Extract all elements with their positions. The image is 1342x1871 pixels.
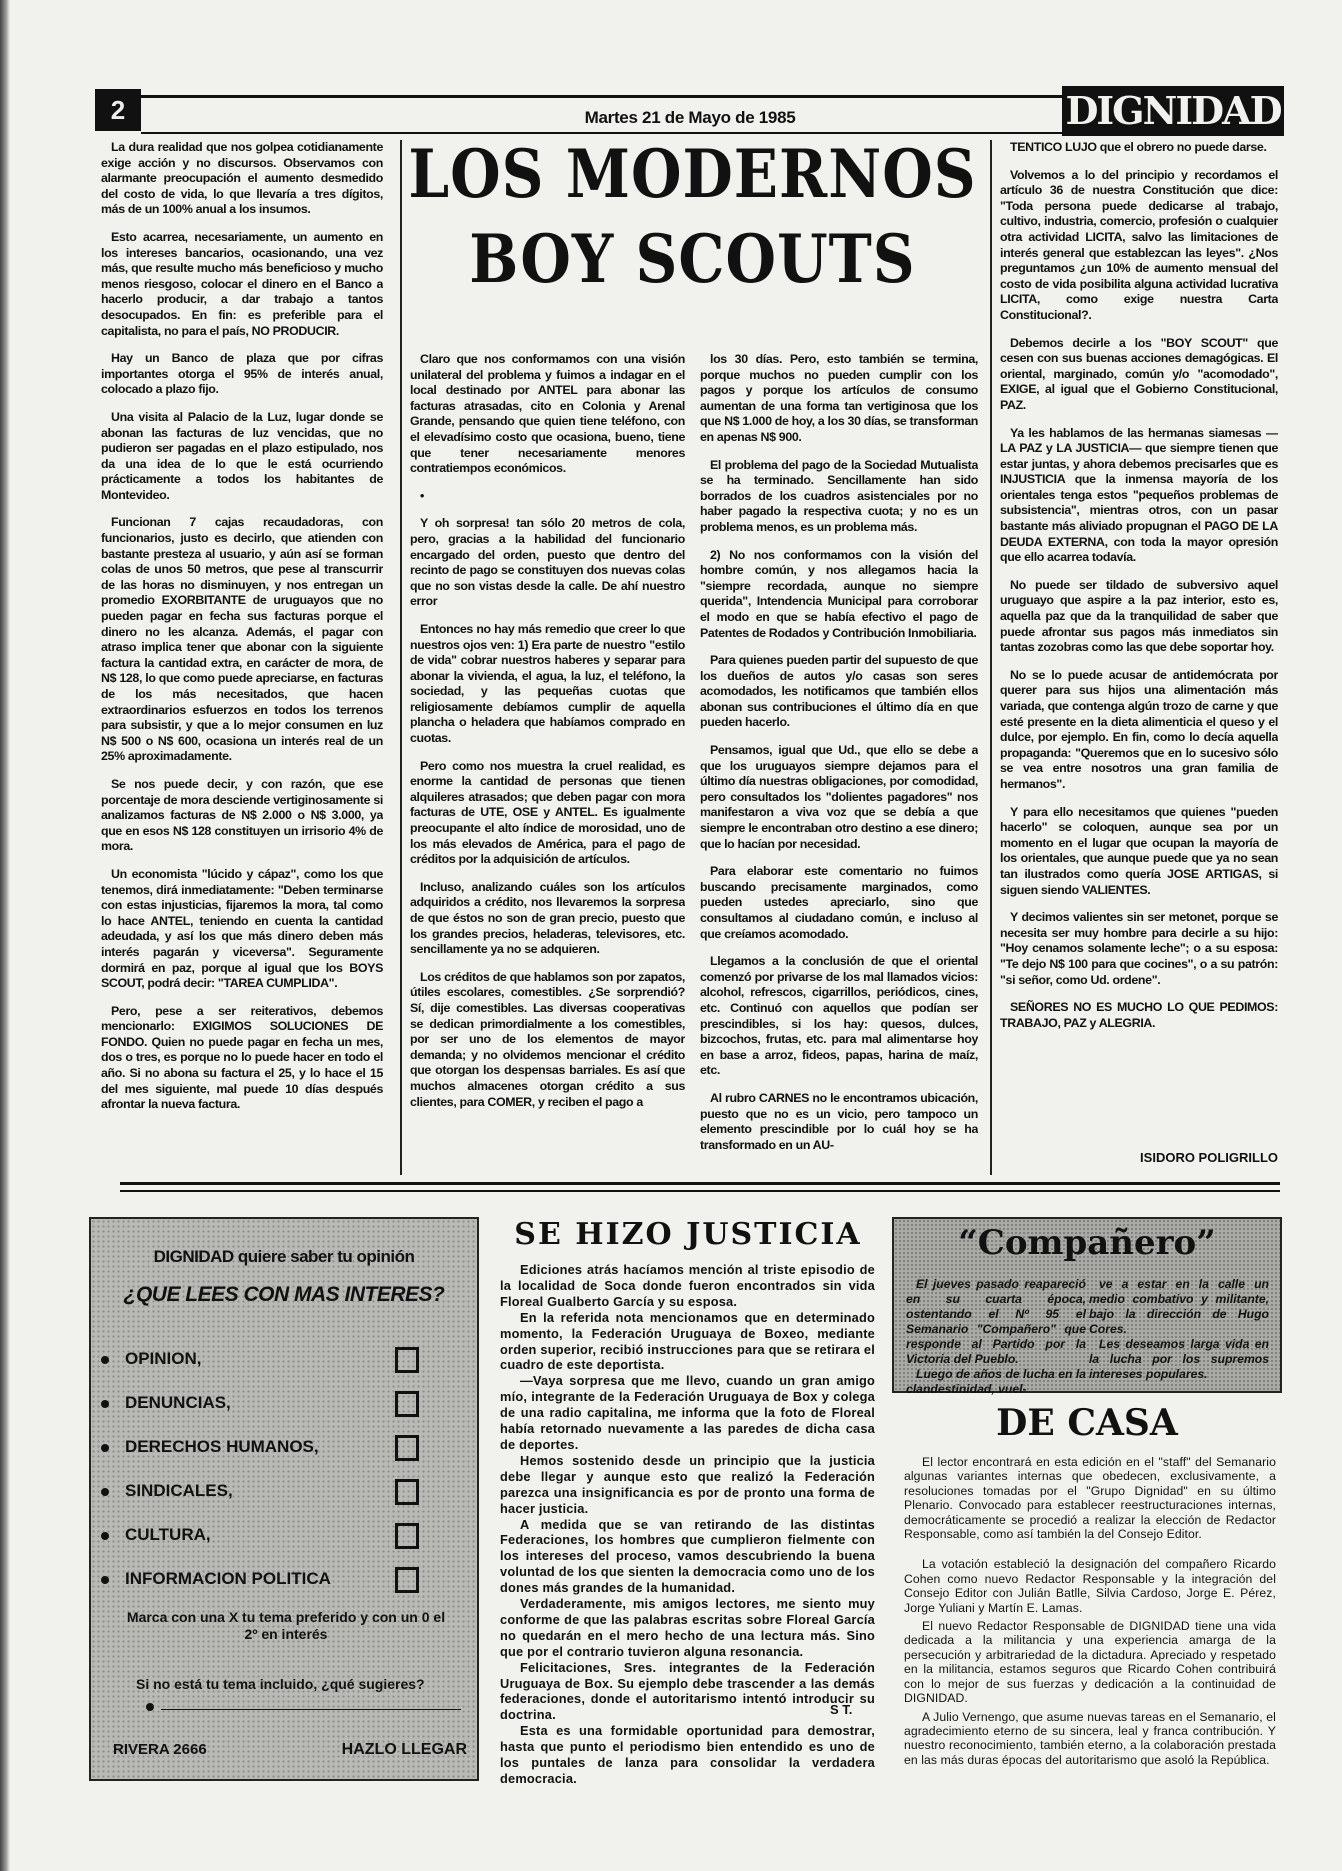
page-number: 2 — [95, 89, 141, 131]
paragraph: A Julio Vernengo, que asume nuevas tareas en el Semanario, el agradecimiento eterno de su sincera, leal y franca contribución. Y nuestro reconocimiento, también eterno, a la colaboración prestada en las más duras épocas del autoritarismo que asoló la República. — [904, 1709, 1276, 1767]
paragraph: Verdaderamente, mis amigos lectores, me siento muy conforme de que las palabras escritas sobre Floreal García no quedarán en el mero hecho de una lectura más. Sino que por el contrario tuvieron alguna resonancia. — [500, 1596, 875, 1659]
survey-option — [101, 1479, 451, 1509]
issue-date: Martes 21 de Mayo de 1985 — [584, 108, 796, 127]
de-casa-article — [904, 1455, 1276, 1771]
survey-checkbox[interactable] — [395, 1347, 419, 1373]
headline-line-1: LOS MODERNOS — [408, 134, 977, 214]
paragraph: Claro que nos conformamos con una visión unilateral del problema y fuimos a indagar en el local destinado por ANTEL para abonar las facturas atrasadas, cito en Colonia y Arenal Grande, pensando que quien tiene teléfono, con el elevadísimo costo que ocasiona, bueno, tiene que tener necesariamente menores contratiempos económicos. — [410, 352, 685, 476]
paragraph: El nuevo Redactor Responsable de DIGNIDAD tiene una vida dedicada a la militancia y una experiencia amarga de la persecución y arbitrariedad de la dictadura. Apreciado y respetado en la militancia, estamos seguros que Ricardo Cohen contribuirá con lo mejor de sus fuerzas y dedicación a la continuidad de DIGNIDAD. — [904, 1619, 1276, 1706]
paragraph: El jueves pasado reapareció en su cuarta época, ostentando el Nº 95 el Semanario "Compañero" que responde al Partido por la Victoria del Pueblo. — [906, 1277, 1086, 1366]
paragraph: Y oh sorpresa! tan sólo 20 metros de cola, pero, gracias a la habilidad del funcionario encargado del orden, puesto que dentro del recinto de pago se constituyen dos nuevas colas que no son vistas desde la calle. De ahí nuestro error — [410, 516, 685, 609]
bullet-icon — [101, 1400, 109, 1408]
paragraph: En la referida nota mencionamos que en determinado momento, la Federación Uruguaya de Boxeo, mediante orden superior, recibió instrucciones para que se retirara el cuadro de este deportista. — [500, 1309, 875, 1373]
survey-checkbox[interactable] — [395, 1523, 419, 1549]
survey-option-label: DERECHOS HUMANOS, — [125, 1437, 319, 1456]
article-column-1 — [101, 140, 383, 1180]
paragraph: La votación estableció la designación del compañero Ricardo Cohen como nuevo Redactor Responsable y la integración del Consejo Editor con Julián Batlle, Silvia Cardoso, Jorge E. Pérez, Jorge Yuliani y Martín E. Lamas. — [904, 1557, 1276, 1615]
de-casa-title: DE CASA — [996, 1402, 1178, 1444]
survey-instructions: Marca con una X tu tema preferido y con un 0 el 2º en interés — [126, 1609, 446, 1642]
survey-option-label: OPINION, — [125, 1349, 202, 1368]
companero-title: “Compañero” — [958, 1223, 1216, 1263]
survey-option — [101, 1391, 451, 1421]
survey-option-label: INFORMACION POLITICA — [125, 1569, 331, 1588]
author-signature: ISIDORO POLIGRILLO — [1140, 1150, 1278, 1165]
survey-checkbox[interactable] — [395, 1435, 419, 1461]
survey-option-label: SINDICALES, — [125, 1481, 233, 1500]
survey-checkbox[interactable] — [395, 1391, 419, 1417]
column-rule — [990, 140, 992, 1175]
justicia-article — [500, 1262, 875, 1787]
article-column-2 — [410, 352, 685, 1182]
article-column-3 — [700, 352, 978, 1182]
paragraph: Funcionan 7 cajas recaudadoras, con funcionarios, justo es decirlo, que atienden con bastante presteza al usuario, y aún así se forman colas de unos 50 metros, que pese al transcurrir de las horas no disminuyen, y nos entregan un promedio EXORBITANTE de uruguayos que no pueden pagar en fecha sus facturas porque el dinero no les alcanza. Además, el pagar con atraso implica tener que abonar con la siguiente factura la cantidad extra, en carácter de mora, de N$ 128, lo que como puede apreciarse, en facturas de los más necesitados, que hacen extraordinarios esfuerzos en todos los terrenos para subsistir, y que a lo mejor consumen en luz N$ 500 o N$ 600, ocasiona un interés real de un 25% aproximadamente. — [101, 515, 383, 764]
paragraph: los 30 días. Pero, esto también se termina, porque muchos no pueden cumplir con los pagos y porque los artículos de consumo aumentan de una forma tan vertiginosa que los que N$ 1.000 de hoy, a los 30 días, se transforman en apenas N$ 900. — [700, 352, 978, 444]
suggestion-line[interactable] — [161, 1709, 461, 1710]
survey-address: RIVERA 2666 — [113, 1741, 207, 1758]
headline-line-2: BOY SCOUTS — [469, 219, 916, 299]
bullet-icon — [101, 1488, 109, 1496]
paragraph: —Vaya sorpresa que me llevo, cuando un gran amigo mío, integrante de la Federación Uruguaya de Box y colega de una radio capitalina, me informa que la foto de Floreal había retornado nuevamente a las paredes de dicha casa de deportes. — [500, 1373, 875, 1452]
survey-option-label: DENUNCIAS, — [125, 1393, 231, 1412]
survey-option — [101, 1435, 451, 1465]
paragraph: Al rubro CARNES no le encontramos ubicación, puesto que no es un vicio, pero tampoco un elemento prescindible por lo cuál hoy se ha transformado en un AU- — [700, 1090, 978, 1152]
bullet-icon — [101, 1444, 109, 1452]
paragraph: Y decimos valientes sin ser metonet, porque se necesita ser muy hombre para decirle a su hijo: "Hoy cenamos solamente leche"; o a su esposa: "Te dejo N$ 100 para que cocines", o a su patrón: "si señor, como Ud. ordene". — [1000, 910, 1278, 987]
header-rule-top — [141, 95, 1066, 98]
survey-checkbox[interactable] — [395, 1479, 419, 1505]
section-rule — [120, 1190, 1280, 1192]
survey-option — [101, 1567, 451, 1597]
paragraph: Debemos decirle a los "BOY SCOUT" que cesen con sus buenas acciones demagógicas. El oriental, marginado, común y/o "acomodado", EXIGE, al igual que el Gobierno Constitucional, PAZ. — [1000, 335, 1278, 412]
paragraph: Ediciones atrás hacíamos mención al triste episodio de la localidad de Soca donde fueron encontrados sin vida Floreal Gualberto García y su esposa. — [500, 1262, 875, 1309]
survey-option — [101, 1523, 451, 1553]
paragraph: Pensamos, igual que Ud., que ello se debe a que los uruguayos siempre dejamos para el último día nuestras obligaciones, por comodidad, pero consultados los "dolientes pagadores" nos manifestaron a viva voz que se debía a que siempre le encontraban otro destino a ese dinero; que lo hacían por necesidad. — [700, 743, 978, 851]
survey-question: ¿QUE LEES CON MAS INTERES? — [123, 1283, 445, 1306]
scan-edge — [0, 0, 10, 1871]
paragraph: Un economista "lúcido y cápaz", como los que tenemos, dirá inmediatamente: "Deben terminarse con estas injusticias, fijaremos la mora, tal como lo hace ANTEL, teniendo en cuenta la cantidad adeudada, y así los que más dinero deben más interés pagarán y viceversa". Seguramente dormirá en paz, porque al igual que los BOYS SCOUT, podrá decir: "TAREA CUMPLIDA". — [101, 866, 383, 991]
paragraph: Para quienes pueden partir del supuesto de que los dueños de autos y/o casas son seres acomodados, les notificamos que también ellos abonan sus contribuciones el último día en que pueden hacerlo. — [700, 653, 978, 730]
survey-suggest-label: Si no está tu tema incluido, ¿qué sugieres? — [136, 1676, 425, 1692]
paragraph: Les deseamos larga vida en la lucha por los supremos intereses populares. — [1089, 1337, 1269, 1381]
paragraph: Entonces no hay más remedio que creer lo que nuestros ojos ven: 1) Era parte de nuestro "estilo de vida" cobrar nuestros haberes y separar para abonar la vivienda, el agua, la luz, el teléfono, la sociedad, y las pequeñas cuotas que religiosamente debíamos cumplir de aquella plancha o heladera que habíamos comprado en cuotas. — [410, 621, 685, 746]
paragraph: Felicitaciones, Sres. integrantes de la Federación Uruguaya de Box. Su ejemplo debe trascender a las demás federaciones, donde el autoritarismo intentó introducir su doctrina. — [500, 1659, 875, 1723]
survey-title: DIGNIDAD quiere saber tu opinión — [153, 1247, 415, 1266]
paragraph: ve a estar en la calle un medio combativo y militante, bajo la dirección de Hugo Cores. — [1089, 1277, 1269, 1336]
paragraph: No se lo puede acusar de antidemócrata por querer para sus hijos una alimentación más variada, que contenga algún trozo de carne y que esté presente en la dieta alimenticia el queso y el dulce, por ejemplo. En fin, como lo decía aquella propaganda: "Queremos que en lo sucesivo sólo se vea entre nosotros una gran familia de hermanos". — [1000, 667, 1278, 791]
paragraph: Luego de años de lucha en la clandestinidad, vuel- — [906, 1367, 1086, 1396]
paragraph: A medida que se van retirando de las distintas Federaciones, los hombres que cumplieron fielmente con los intereses del proceso, vamos descubriendo la buena voluntad de los que sienten la democracia como uno de los dones más grandes de la humanidad. — [500, 1516, 875, 1596]
section-rule — [120, 1182, 1280, 1185]
paragraph: No puede ser tildado de subversivo aquel uruguayo que aspire a la paz interior, esto es, aquella paz que da la tranquilidad de saber que puede afrontar sus pagos más inmediatos sin tantas zozobras como las que debe soportar hoy. — [1000, 577, 1278, 655]
justicia-title: SE HIZO JUSTICIA — [514, 1217, 862, 1252]
survey-option — [101, 1347, 451, 1377]
paragraph: Ya les hablamos de las hermanas siamesas —LA PAZ y LA JUSTICIA— que siempre tienen que estar juntas, y ahora debemos precisarles que es INJUSTICIA que la inmensa mayoría de los orientales tenga estos "pequeños problemas de subsistencia", mientras otros, con un pasar bastante más aliviado propugnan el PAGO DE LA DEUDA EXTERNA, con toda la mayor opresión que ello acarrea todavía. — [1000, 425, 1278, 565]
bullet-icon — [101, 1532, 109, 1540]
companero-left-column — [906, 1277, 1086, 1397]
bullet-icon — [101, 1356, 109, 1364]
paragraph: Hemos sostenido desde un principio que la justicia debe llegar y aunque esto que realizó la Federación parezca una insignificancia es por de pronto una forma de hacer justicia. — [500, 1452, 875, 1516]
paragraph: Para elaborar este comentario no fuimos buscando precisamente marginados, como pueden ustedes apreciarlo, sino que consultamos al ciudadano común, e incluso al que creíamos acomodado. — [700, 864, 978, 941]
paragraph: Pero como nos muestra la cruel realidad, es enorme la cantidad de personas que tienen alquileres atrasados; que deben pagar con mora facturas de UTE, OSE y ANTEL. Es igualmente preocupante el alto índice de morosidad, uno de los más elevados de América, para el pago de créditos por la adquisición de artículos. — [410, 758, 685, 867]
paragraph: Se nos puede decir, y con razón, que ese porcentaje de mora desciende vertiginosamente si analizamos facturas de N$ 2.000 o N$ 3.000, ya que en esos N$ 128 constituyen un irrisorio 4% de mora. — [101, 776, 383, 854]
companero-right-column — [1089, 1277, 1269, 1382]
paragraph: • — [420, 488, 424, 503]
survey-checkbox[interactable] — [395, 1567, 419, 1593]
paragraph: El lector encontrará en esta edición en el "staff" del Semanario algunas variantes internas que obedecen, exclusivamente, a resoluciones tomadas por el "Grupo Dignidad" en su último Plenario. Convocado para establecer reestructuraciones internas, democráticamente se procedió a realizar la elección de Redactor Responsable, como así también la del Consejo Editor. — [904, 1455, 1276, 1542]
header-rule-bottom — [141, 132, 1066, 134]
survey-send: HAZLO LLEGAR — [341, 1741, 467, 1758]
companero-box — [892, 1217, 1282, 1396]
article-column-4 — [1000, 140, 1278, 1150]
survey-option-label: CULTURA, — [125, 1525, 211, 1544]
paragraph: Esto acarrea, necesariamente, un aumento en los intereses bancarios, ocasionando, una vez más, que resulte mucho más beneficioso y mucho menos riesgoso, colocar el dinero en el Banco a hacerlo producir, a dar trabajo a tantos desocupados. En fin: es preferible para el capitalista, no para el país, NO PRODUCIR. — [101, 229, 383, 338]
paragraph: Los créditos de que hablamos son por zapatos, útiles escolares, comestibles. ¿Se sorprendió? Sí, dije comestibles. Las diversas cooperativas se dedican primordialmente a los comestibles, por ser uno de los elementos de mayor demanda; y no olvidemos mencionar el crédito que otorgan los despensas barriales. Es así que muchos almacenes otorgan crédito a sus clientes, para COMER, y reciben el pago a — [410, 969, 685, 1109]
paragraph: TENTICO LUJO que el obrero no puede darse. — [1010, 140, 1267, 154]
paragraph: 2) No nos conformamos con la visión del hombre común, y nos allegamos hacia la "siempre recordada, aunque no siempre querida", Intendencia Municipal para corroborar el modo en que se había efectivo el pago de Patentes de Rodados y Contribución Inmobiliaria. — [700, 547, 978, 640]
paragraph: Volvemos a lo del principio y recordamos el artículo 36 de nuestra Constitución que dice: "Toda persona puede dedicarse al trabajo, cultivo, industria, comercio, profesión o cualquier otra actividad LICITA, salvo las limitaciones de interés general que establezcan las leyes". ¿Nos preguntamos ¿un 10% de aumento mensual del costo de vida posibilita alguna actividad lucrativa LICITA, como exige nuestra Carta Constitucional?. — [1000, 167, 1278, 322]
paragraph: Hay un Banco de plaza que por cifras importantes otorga el 95% de interés anual, colocado a plazo fijo. — [101, 351, 383, 397]
paragraph: Incluso, analizando cuáles son los artículos adquiridos a crédito, nos llevaremos la sorpresa de que éstos no son de gran precio, puesto que los grandes precios, heladeras, televisores, etc. sencillamente ya no se adquieren. — [410, 879, 685, 957]
paragraph: Llegamos a la conclusión de que el oriental comenzó por privarse de los mal llamados vicios: alcohol, refrescos, cigarrillos, periódicos, cines, etc. Continuó con aquellos que podían ser prescindibles, si los hay: quesos, dulces, bizcochos, frutas, etc. para mal alimentarse hoy en base a arroz, fideos, papas, harina de maíz, etc. — [700, 954, 978, 1078]
paragraph: SEÑORES NO ES MUCHO LO QUE PEDIMOS: TRABAJO, PAZ y ALEGRIA. — [1000, 1000, 1278, 1030]
paragraph: Esta es una formidable oportunidad para demostrar, hasta que punto el periodismo bien entendido es uno de los puntales de lanza para consolidar la verdadera democracia. — [500, 1723, 875, 1786]
bullet-icon — [146, 1703, 154, 1711]
paragraph: Una visita al Palacio de la Luz, lugar donde se abonan las facturas de luz vencidas, que no pudieron ser pagadas en el plazo estipulado, nos da una idea de lo que le está ocurriendo prácticamente a todos los habitantes de Montevideo. — [101, 409, 383, 502]
paragraph: La dura realidad que nos golpea cotidianamente exige acción y no discursos. Observamos con alarmante preocupación el aumento desmedido del costo de vida, lo que llevaría a tres dígitos, más de un 100% anual a los insumos. — [101, 140, 383, 217]
justicia-byline: S T. — [830, 1702, 853, 1717]
bullet-icon — [101, 1576, 109, 1584]
paragraph: El problema del pago de la Sociedad Mutualista se ha terminado. Sencillamente han sido borrados de los cuadros asistenciales por no haber pagado la respectiva cuota; y no es un problema menos, es un problema más. — [700, 457, 978, 534]
newspaper-logo: DIGNIDAD — [1062, 86, 1284, 136]
paragraph: Y para ello necesitamos que quienes "pueden hacerlo" se coloquen, aunque sea por un momento en el lugar que ocupan la mayoría de los orientales, que aunque puede que ya no sean tan ilustrados como quería JOSE ARTIGAS, si siguen siendo VALIENTES. — [1000, 804, 1278, 897]
column-rule — [400, 140, 402, 1175]
paragraph: Pero, pese a ser reiterativos, debemos mencionarlo: EXIGIMOS SOLUCIONES DE FONDO. Quien no puede pagar en fecha un mes, dos o tres, es porque no lo puede hacer en todo el año. Si no abona su factura el 25, y lo hace el 15 del mes siguiente, mal puede 10 días después afrontar la nueva factura. — [101, 1003, 383, 1112]
reader-survey-box — [89, 1217, 479, 1781]
